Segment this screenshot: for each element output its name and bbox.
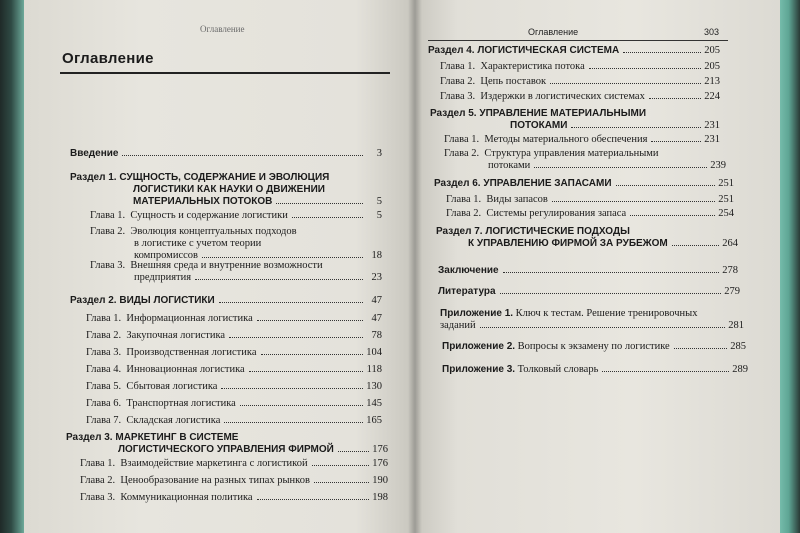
toc-section-2: Раздел 2. ВИДЫ ЛОГИСТИКИ 47 (70, 295, 382, 306)
toc-section-3: Раздел 3. МАРКЕТИНГ В СИСТЕМЕ ЛОГИСТИЧЕСКОГО УПРАВЛЕНИЯ ФИРМОЙ 176 (66, 432, 388, 455)
toc-chapter-2-2: Глава 2. Закупочная логистика 78 (86, 330, 382, 341)
toc-chapter-2-7: Глава 7. Складская логистика 165 (86, 415, 382, 426)
toc-appendix-2: Приложение 2. Вопросы к экзамену по логистике 285 (442, 341, 746, 352)
toc-chapter-3-1: Глава 1. Взаимодействие маркетинга с логистикой 176 (80, 458, 388, 469)
toc-chapter-4-3: Глава 3. Издержки в логистических системах 224 (440, 91, 720, 102)
toc-chapter-1-2: Глава 2. Эволюция концептуальных подходов в логистике с учетом теории компромиссов 18 (90, 226, 382, 261)
header-rule (428, 40, 728, 41)
toc-section-4: Раздел 4. ЛОГИСТИЧЕСКАЯ СИСТЕМА 205 (428, 45, 720, 56)
toc-chapter-2-5: Глава 5. Сбытовая логистика 130 (86, 381, 382, 392)
toc-section-6: Раздел 6. УПРАВЛЕНИЕ ЗАПАСАМИ 251 (434, 178, 734, 189)
left-running-header: Оглавление (200, 24, 245, 34)
toc-chapter-3-2: Глава 2. Ценообразование на разных типах рынков 190 (80, 475, 388, 486)
title-rule (60, 72, 390, 74)
toc-chapter-1-3: Глава 3. Внешняя среда и внутренние возможности предприятия 23 (90, 260, 382, 283)
toc-entry-intro: Введение 3 (70, 148, 382, 159)
toc-chapter-3-3: Глава 3. Коммуникационная политика 198 (80, 492, 388, 503)
toc-chapter-4-2: Глава 2. Цепь поставок 213 (440, 76, 720, 87)
book-gutter (408, 0, 422, 533)
toc-chapter-6-2: Глава 2. Системы регулирования запаса 254 (446, 208, 734, 219)
toc-section-7: Раздел 7. ЛОГИСТИЧЕСКИЕ ПОДХОДЫ К УПРАВЛЕНИЮ ФИРМОЙ ЗА РУБЕЖОМ 264 (436, 226, 738, 249)
toc-appendix-1: Приложение 1. Ключ к тестам. Решение тренировочных заданий 281 (440, 308, 744, 331)
toc-chapter-4-1: Глава 1. Характеристика потока 205 (440, 61, 720, 72)
page-title: Оглавление (62, 50, 154, 67)
right-running-header: Оглавление (528, 27, 579, 37)
toc-chapter-2-4: Глава 4. Инновационная логистика 118 (86, 364, 382, 375)
toc-chapter-6-1: Глава 1. Виды запасов 251 (446, 194, 734, 205)
toc-appendix-3: Приложение 3. Толковый словарь 289 (442, 364, 748, 375)
toc-section-1: Раздел 1. СУЩНОСТЬ, СОДЕРЖАНИЕ И ЭВОЛЮЦИЯ ЛОГИСТИКИ КАК НАУКИ О ДВИЖЕНИИ МАТЕРИАЛЬНЫХ ПОТОКОВ 5 (70, 172, 382, 207)
toc-chapter-5-2: Глава 2. Структура управления материальными потоками 239 (444, 148, 726, 171)
toc-literature: Литература 279 (438, 286, 740, 297)
toc-chapter-2-1: Глава 1. Информационная логистика 47 (86, 313, 382, 324)
toc-chapter-5-1: Глава 1. Методы материального обеспечения 231 (444, 134, 720, 145)
toc-chapter-2-3: Глава 3. Производственная логистика 104 (86, 347, 382, 358)
toc-chapter-1-1: Глава 1. Сущность и содержание логистики 5 (90, 210, 382, 221)
toc-conclusion: Заключение 278 (438, 265, 738, 276)
toc-section-5: Раздел 5. УПРАВЛЕНИЕ МАТЕРИАЛЬНЫМИ ПОТОКАМИ 231 (430, 108, 720, 131)
toc-chapter-2-6: Глава 6. Транспортная логистика 145 (86, 398, 382, 409)
right-page-number: 303 (704, 27, 720, 37)
